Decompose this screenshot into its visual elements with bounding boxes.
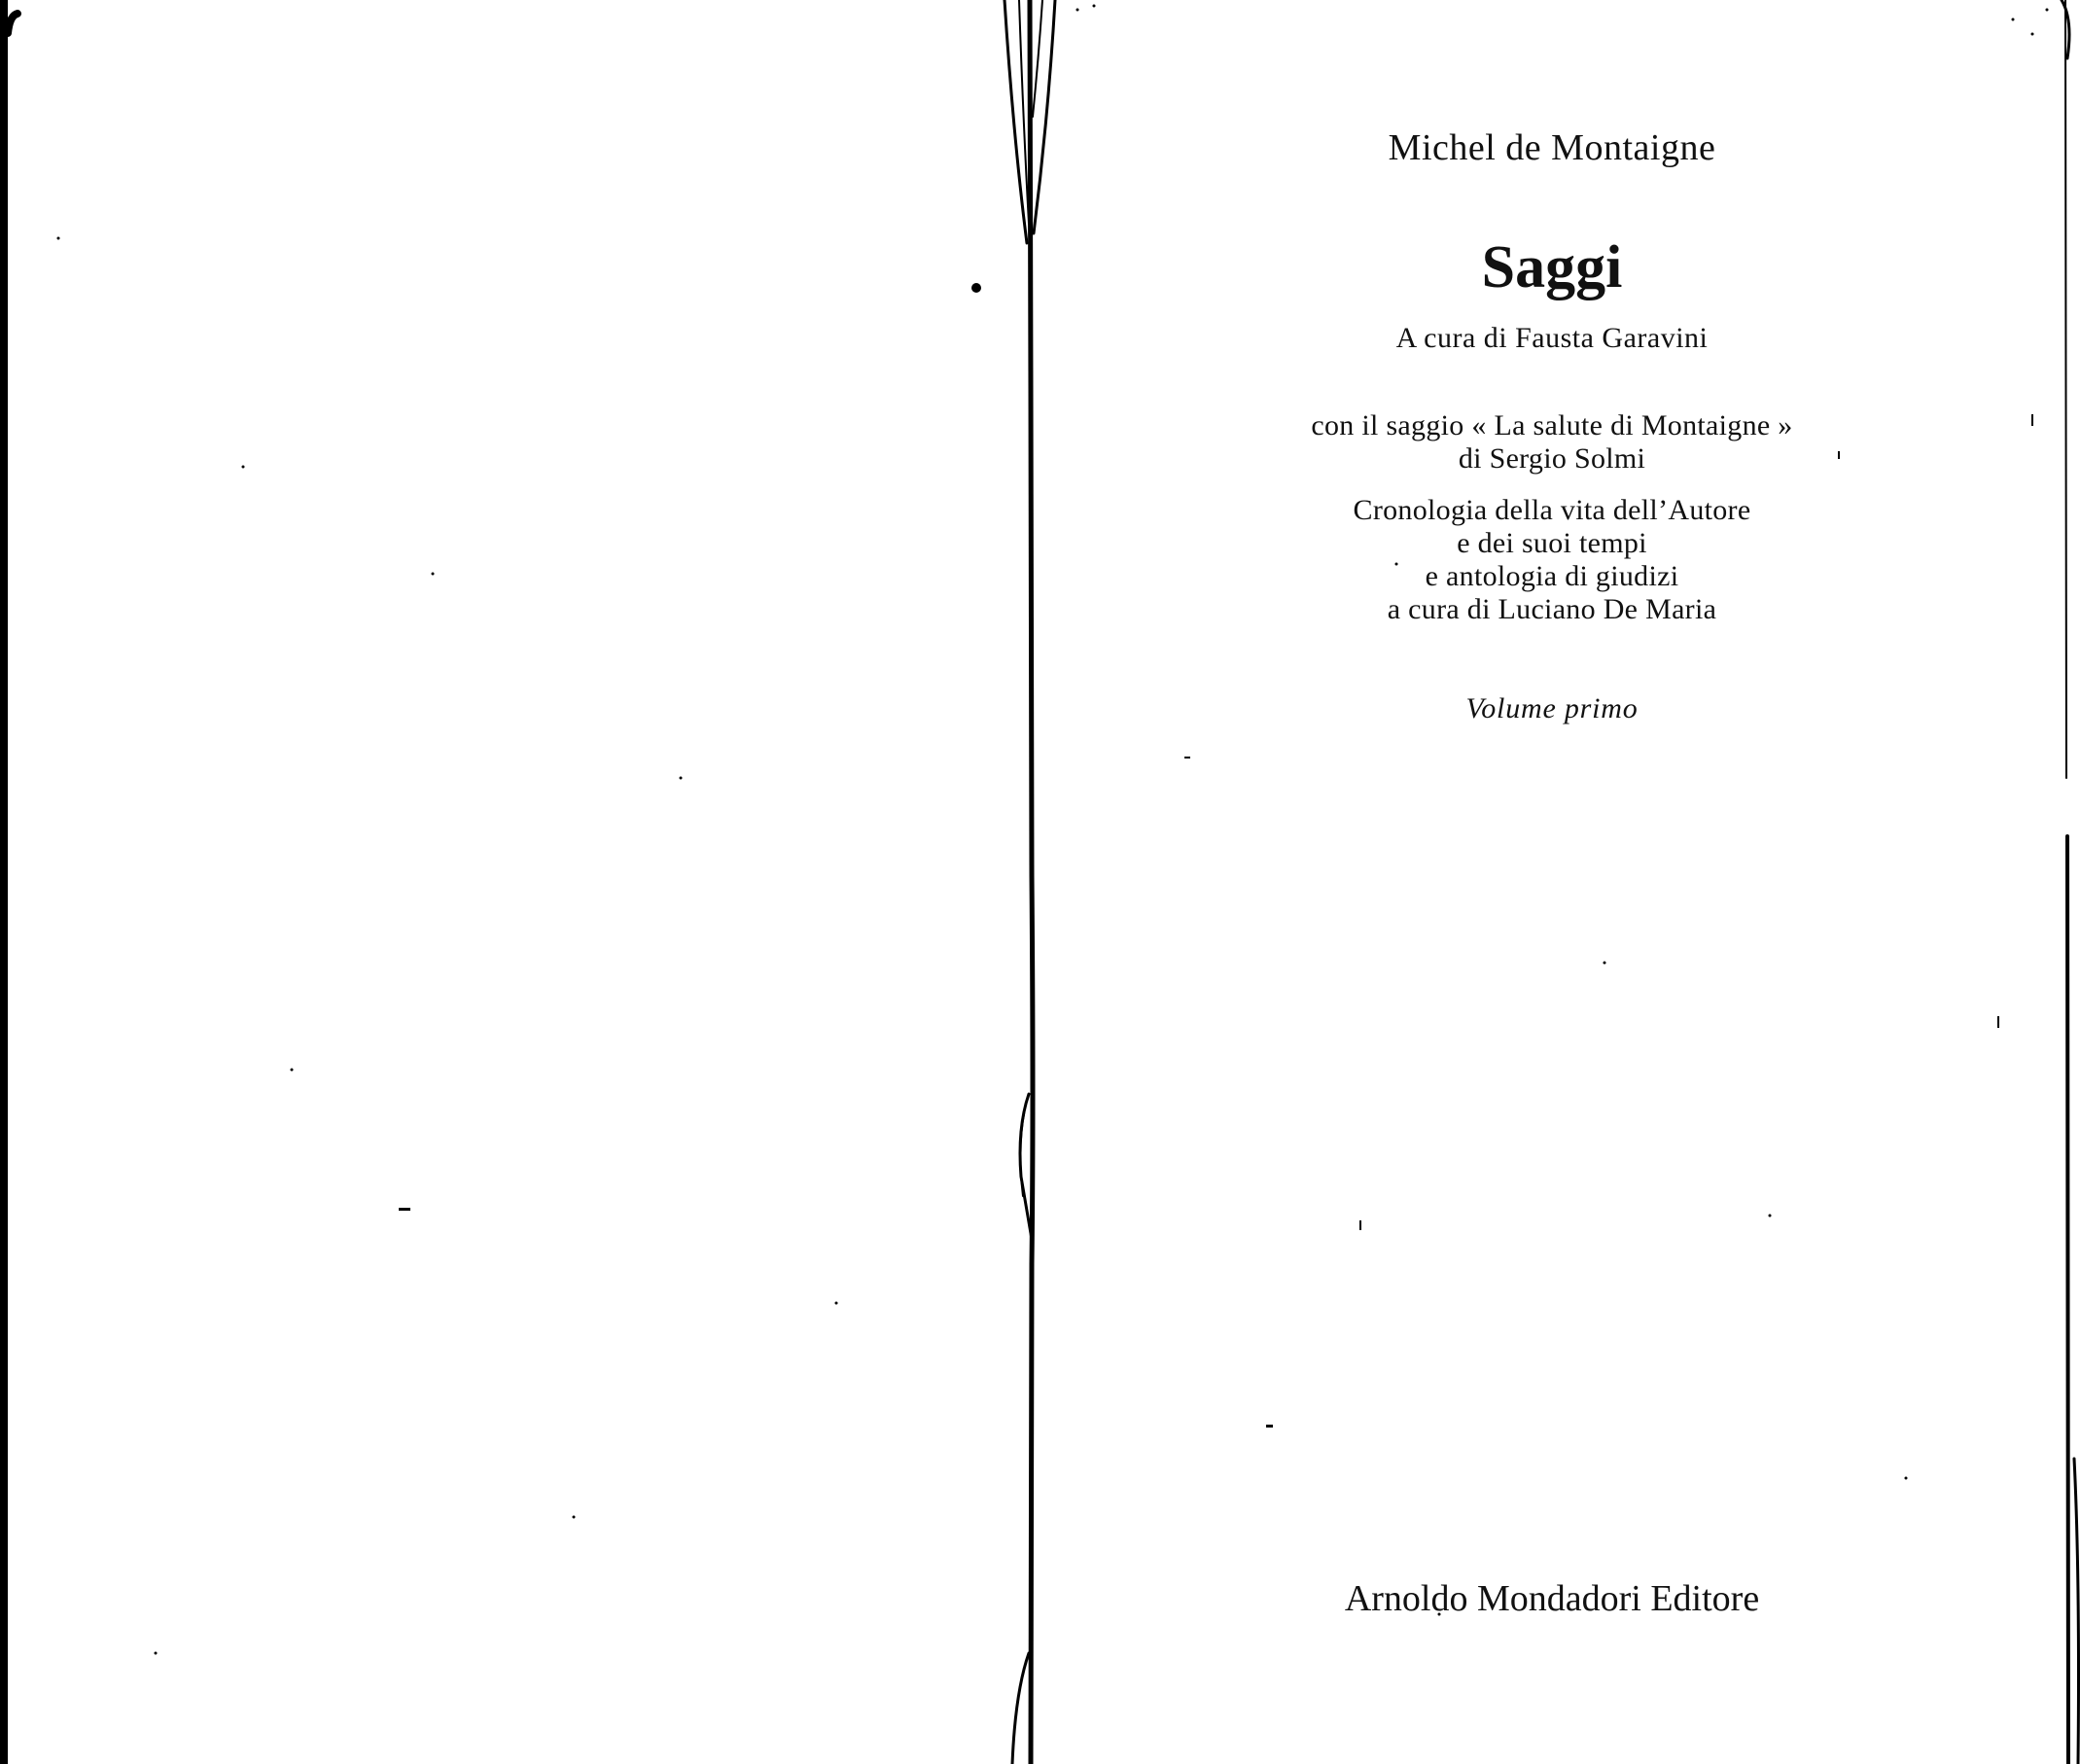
book-title: Saggi: [1481, 234, 1623, 300]
essay-credit-line: con il saggio « La salute di Montaigne »: [1311, 409, 1793, 441]
volume-label: Volume primo: [1465, 692, 1639, 724]
essay-credit: [1037, 409, 2067, 476]
chronology-credit-line: e dei suoi tempi: [1457, 527, 1647, 559]
chronology-credit-line: e antologia di giudizi: [1425, 560, 1679, 592]
publisher-name: Arnoldo Mondadori Editore: [1344, 1578, 1760, 1619]
left-blank-page: [12, 0, 1023, 1764]
essay-credit-line: di Sergio Solmi: [1458, 442, 1646, 475]
chronology-credit-line: a cura di Luciano De Maria: [1387, 593, 1717, 625]
author-name: Michel de Montaigne: [1388, 127, 1716, 168]
title-page: [1037, 0, 2067, 1764]
curator-credit: A cura di Fausta Garavini: [1395, 322, 1709, 354]
chronology-credit-line: Cronologia della vita dell’Autore: [1353, 494, 1751, 526]
chronology-credit: [1037, 494, 2067, 626]
